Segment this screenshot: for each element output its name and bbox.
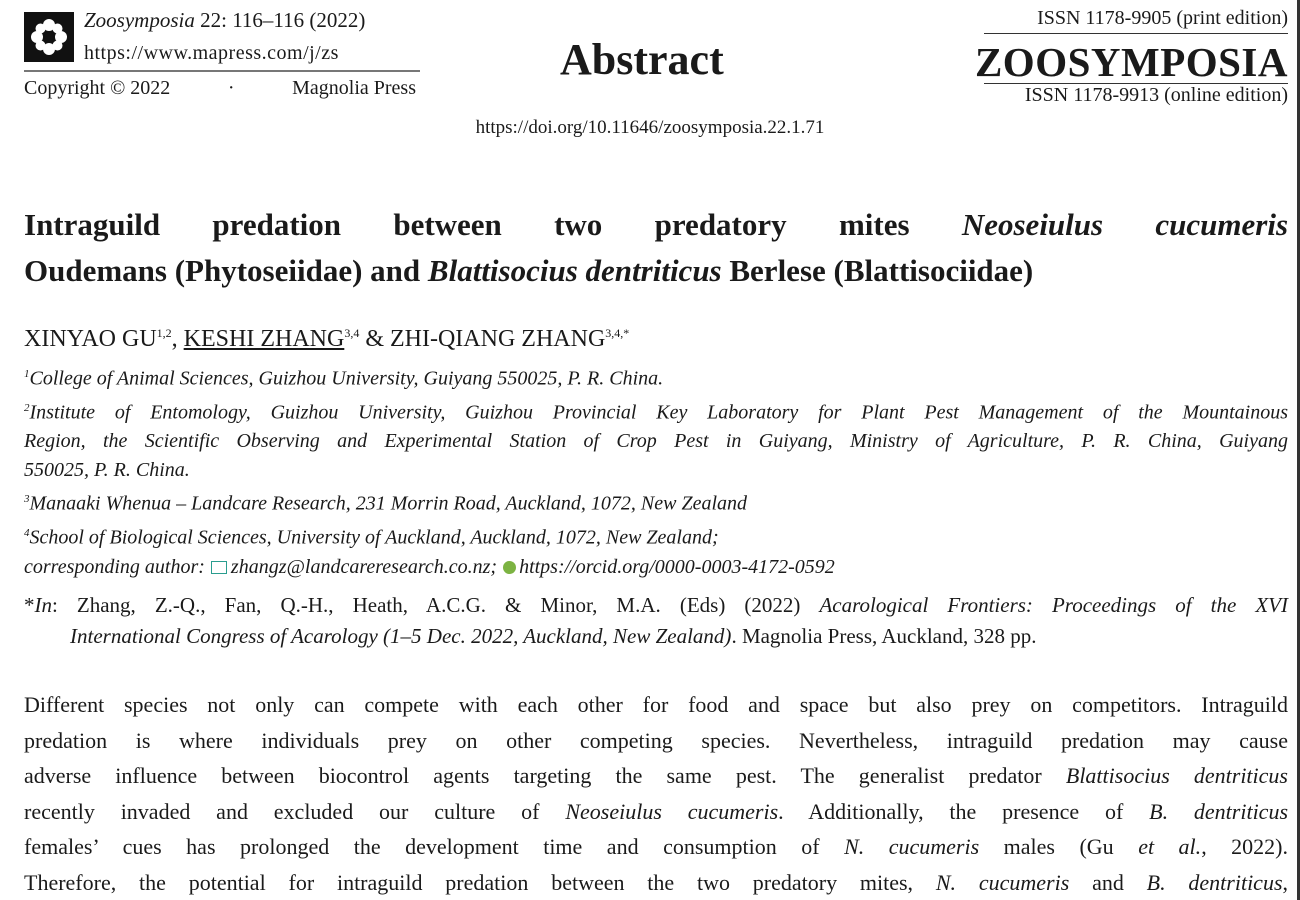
- title-text: Intraguild predation between two predatory mites: [24, 207, 962, 242]
- journal-title: ZOOSYMPOSIA: [974, 39, 1288, 85]
- email-icon: [211, 561, 227, 574]
- author-name: XINYAO GU: [24, 326, 157, 352]
- abstract-line: predation is where individuals prey on other competing species. Nevertheless, intraguild predation may cause: [24, 727, 1288, 753]
- section-title: Abstract: [560, 35, 724, 84]
- copyright-text: Copyright © 2022: [24, 77, 171, 99]
- affil-number: 1: [24, 368, 30, 380]
- article-title: [24, 202, 1288, 294]
- affil-text: Institute of Entomology, Guizhou University, Guizhou Provincial Key Laboratory for Plant Pest Management of the Mountainous: [29, 401, 1288, 424]
- abstract-line: [24, 829, 1288, 865]
- author-affil-sup: 3,4,*: [605, 326, 630, 340]
- citation-line-1: [24, 590, 1288, 621]
- affiliation-3: [24, 485, 1288, 519]
- affil-text: School of Biological Sciences, University of Auckland, Auckland, 1072, New Zealand;: [29, 526, 719, 549]
- publisher-name: Magnolia Press: [292, 77, 416, 99]
- abstract-text: recently invaded and excluded our culture of: [24, 798, 566, 824]
- abstract-line: [24, 794, 1288, 830]
- affil-number: 3: [24, 493, 30, 506]
- author-affil-sup: 1,2: [156, 326, 172, 340]
- affiliation-2-line-3: 550025, P. R. China.: [24, 459, 190, 482]
- abstract-text: . Additionally, the presence of: [778, 798, 1150, 824]
- abstract-text: males (Gu: [979, 834, 1139, 859]
- header-rule-right-top: [984, 33, 1288, 34]
- abstract-line: [24, 758, 1288, 794]
- flower-logo-icon: [24, 12, 74, 62]
- orcid-icon: [503, 561, 516, 574]
- abstract-text: Therefore, the potential for intraguild predation between the two predatory mites,: [24, 869, 936, 895]
- affil-text: Manaaki Whenua – Landcare Research, 231 Morrin Road, Auckland, 1072, New Zealand: [29, 492, 747, 515]
- citation-line-2: [24, 621, 1288, 652]
- affil-number: 4: [24, 526, 30, 539]
- species-name: B. dentriticus: [1146, 869, 1283, 895]
- affil-text: College of Animal Sciences, Guizhou University, Guiyang 550025, P. R. China.: [29, 367, 664, 390]
- species-name: Blattisocius dentriticus: [427, 253, 722, 288]
- author-name: ZHI-QIANG ZHANG: [389, 326, 606, 352]
- header-rule-left: [24, 70, 420, 72]
- abstract-text: adverse influence between biocontrol agents targeting the same pest. The generalist predator: [24, 763, 1066, 788]
- abstract-text: ,: [1282, 869, 1289, 895]
- species-name: Neoseiulus cucumeris: [961, 207, 1289, 242]
- et-al: et al.: [1138, 834, 1202, 859]
- citation-star: *: [24, 593, 35, 617]
- journal-citation: [84, 8, 365, 33]
- species-name: Blattisocius dentriticus: [1065, 763, 1288, 788]
- citation-text: : Zhang, Z.-Q., Fan, Q.-H., Heath, A.C.G. & Minor, M.A. (Eds) (2022): [52, 593, 820, 617]
- issn-online: ISSN 1178-9913 (online edition): [1024, 84, 1288, 106]
- proceedings-title: International Congress of Acarology (1–5 Dec. 2022, Auckland, New Zealand): [70, 624, 732, 648]
- abstract-text: females’ cues has prolonged the development time and consumption of: [24, 834, 845, 859]
- author-link[interactable]: KESHI ZHANG: [183, 326, 345, 352]
- proceedings-title: Acarological Frontiers: Proceedings of the XVI: [819, 593, 1288, 617]
- species-name: N. cucumeris: [935, 869, 1070, 895]
- abstract-line: Different species not only can compete with each other for food and space but also prey on competitors. Intraguild: [24, 692, 1288, 717]
- title-text: Berlese (Blattisociidae): [721, 253, 1034, 288]
- abstract-text: , 2022).: [1201, 834, 1289, 859]
- orcid-link[interactable]: https://orcid.org/0000-0003-4172-0592: [519, 555, 835, 578]
- citation-text: . Magnolia Press, Auckland, 328 pp.: [731, 624, 1037, 648]
- journal-name: Zoosymposia: [84, 8, 195, 32]
- article-title-line-1: [24, 202, 1288, 248]
- species-name: Neoseiulus cucumeris: [565, 798, 779, 824]
- affiliation-1: [24, 360, 1288, 394]
- author-affil-sup: 3,4: [344, 326, 360, 340]
- author-sep: ,: [171, 326, 184, 352]
- species-name: N. cucumeris: [844, 834, 980, 859]
- citation-in-label: In: [34, 593, 52, 617]
- abstract-line: [24, 865, 1288, 900]
- doi-text[interactable]: https://doi.org/10.11646/zoosymposia.22.1.71: [475, 117, 825, 138]
- author-sep: &: [359, 326, 390, 352]
- title-text: Oudemans (Phytoseiidae) and: [24, 253, 428, 288]
- author-list: [24, 326, 629, 353]
- email-link[interactable]: zhangz@landcareresearch.co.nz;: [230, 555, 498, 578]
- abstract-body: [24, 687, 1288, 900]
- corresponding-label: corresponding author:: [24, 555, 205, 578]
- doi-link[interactable]: [0, 117, 1300, 139]
- journal-url-link[interactable]: https://www.mapress.com/j/zs: [84, 42, 339, 64]
- abstract-text: and: [1069, 869, 1147, 895]
- species-name: B. dentriticus: [1149, 798, 1289, 824]
- issn-print: ISSN 1178-9905 (print edition): [1037, 7, 1288, 29]
- affil-number: 2: [24, 401, 30, 414]
- affiliation-4: [24, 519, 1288, 553]
- article-title-line-2: [24, 248, 1288, 294]
- corresponding-author: [24, 553, 1288, 582]
- copyright-separator: ·: [227, 77, 235, 99]
- affiliation-2-line-1: [24, 394, 1288, 428]
- journal-issue: 22: 116–116 (2022): [194, 8, 366, 32]
- affiliation-2-line-2: Region, the Scientific Observing and Experimental Station of Crop Pest in Guiyang, Ministry of Agriculture, P. R. China, Guiyang: [24, 430, 1288, 453]
- affiliations: [24, 360, 1288, 582]
- copyright-line: [24, 77, 416, 100]
- proceedings-citation: [24, 590, 1288, 652]
